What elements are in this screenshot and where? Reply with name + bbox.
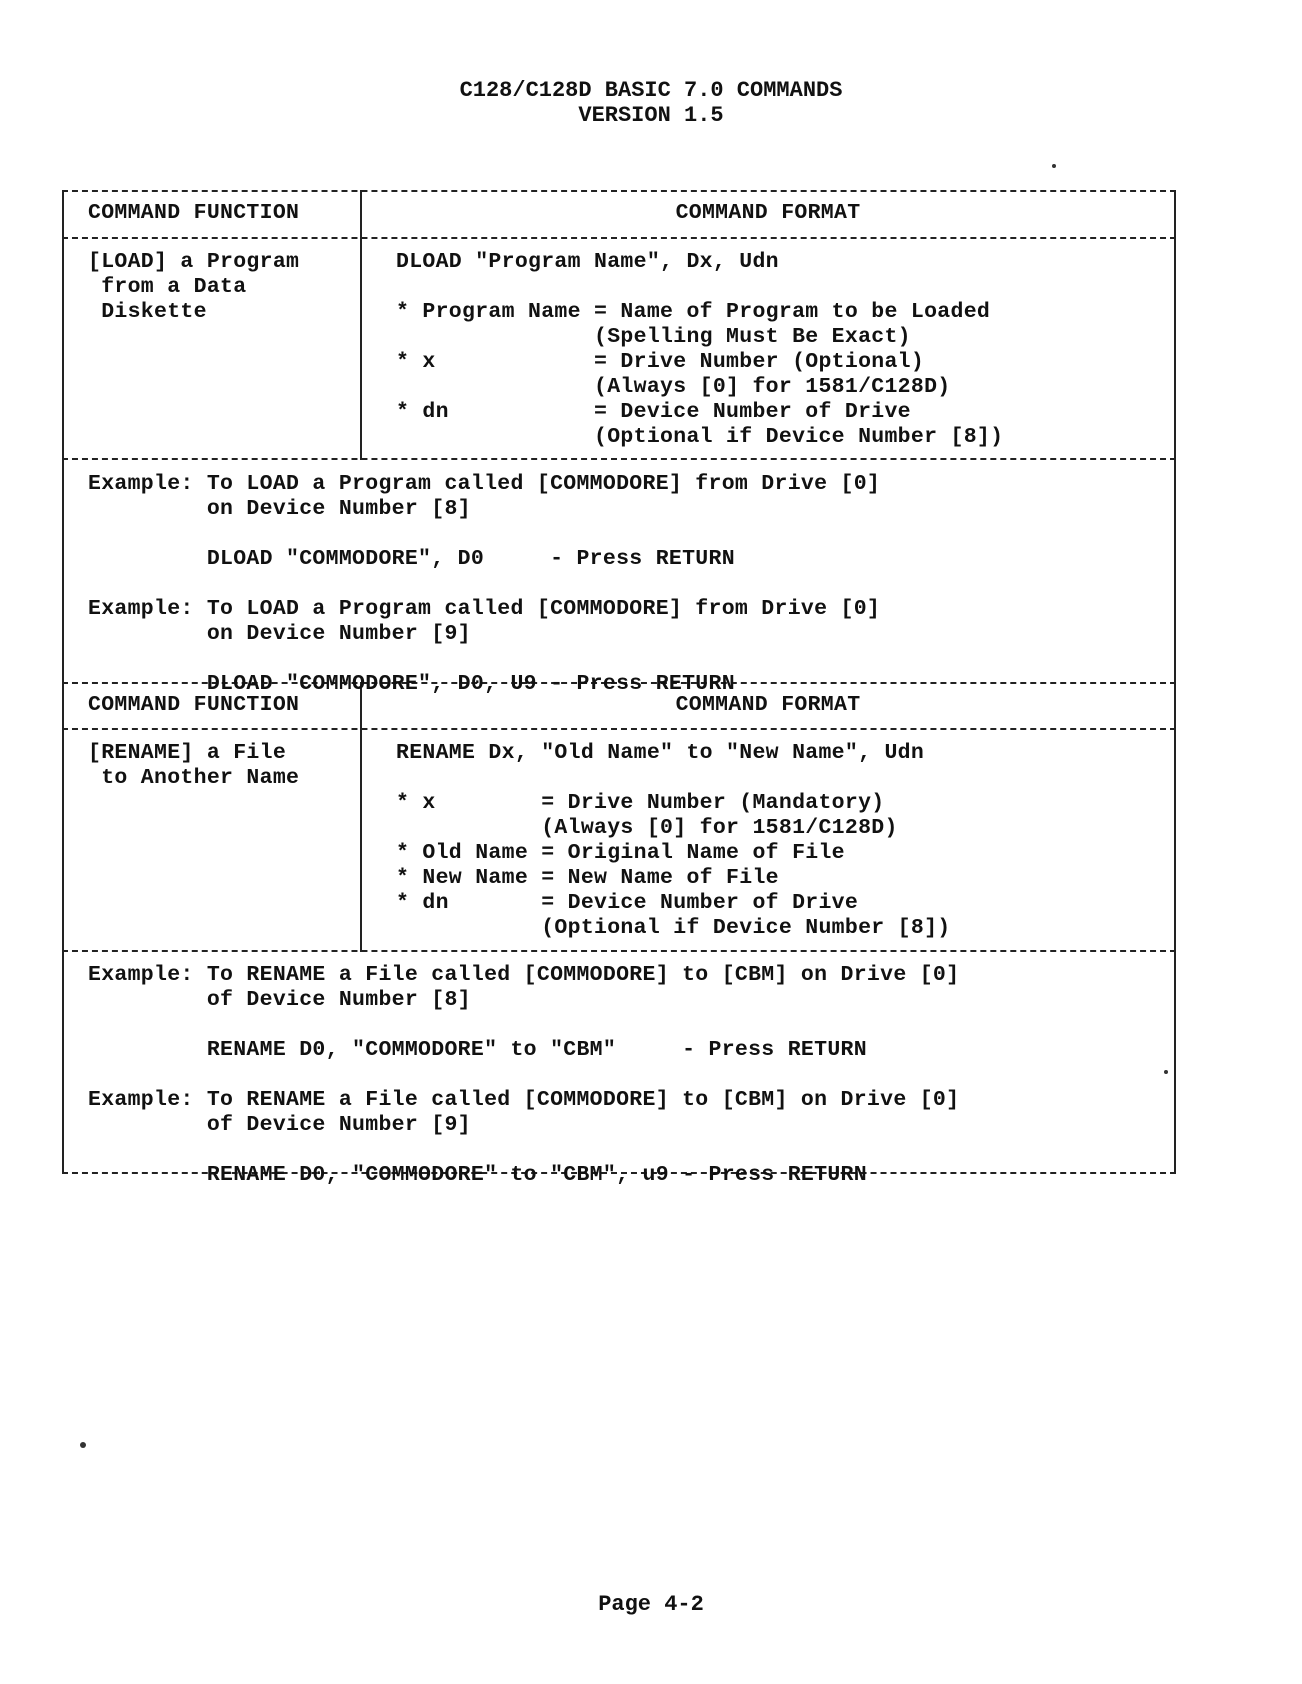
table-border-left bbox=[62, 190, 64, 1174]
column-divider bbox=[360, 682, 362, 952]
document-title-block bbox=[0, 78, 1302, 128]
rename-syntax: RENAME Dx, "Old Name" to "New Name", Udn bbox=[396, 741, 925, 765]
table-border-right bbox=[1174, 190, 1176, 1174]
table-rule bbox=[62, 950, 1176, 952]
table-rule bbox=[62, 458, 1176, 460]
header-format: COMMAND FORMAT bbox=[675, 201, 861, 225]
dload-function: [LOAD] a Program from a Data Diskette bbox=[88, 250, 300, 324]
document-title: C128/C128D BASIC 7.0 COMMANDS bbox=[459, 78, 843, 103]
table-rule bbox=[62, 190, 1176, 192]
scan-speck bbox=[80, 1442, 86, 1448]
rename-parameters: * x = Drive Number (Mandatory) (Always [0] for 1581/C128D) * Old Name = Original Name of File * New Name = New Name of File * dn = Device Number of Drive (Optional if Device Number [8]) bbox=[396, 791, 951, 940]
header-function: COMMAND FUNCTION bbox=[88, 201, 300, 225]
dload-syntax: DLOAD "Program Name", Dx, Udn bbox=[396, 250, 779, 274]
column-divider bbox=[360, 190, 362, 460]
page-number: Page 4-2 bbox=[598, 1592, 704, 1617]
document-version: VERSION 1.5 bbox=[578, 103, 724, 128]
header-function-2: COMMAND FUNCTION bbox=[88, 693, 300, 717]
dload-examples: Example: To LOAD a Program called [COMMODORE] from Drive [0] on Device Number [8] DLOAD "COMMODORE", D0 - Press RETURN Example: To LOAD a Program called [COMMODORE] from Drive [0] on Device Number [9] DLOAD "COMMODORE", D0, U9 - Press RETURN bbox=[88, 472, 881, 696]
table-rule bbox=[62, 237, 1176, 239]
dload-parameters: * Program Name = Name of Program to be Loaded (Spelling Must Be Exact) * x = Drive Number (Optional) (Always [0] for 1581/C128D) * dn = Device Number of Drive (Optional if Device Number [8]) bbox=[396, 300, 1004, 449]
scan-speck bbox=[1164, 1070, 1168, 1074]
rename-function: [RENAME] a File to Another Name bbox=[88, 741, 300, 790]
header-format-2: COMMAND FORMAT bbox=[675, 693, 861, 717]
rename-examples: Example: To RENAME a File called [COMMODORE] to [CBM] on Drive [0] of Device Number [8] RENAME D0, "COMMODORE" to "CBM" - Press RETURN Example: To RENAME a File called [COMMODORE] to [CBM] on Drive [0] of Device Number [9] RENAME D0, "COMMODORE" to "CBM", u9 - Press RETURN bbox=[88, 963, 960, 1187]
table-rule bbox=[62, 728, 1176, 730]
scan-speck bbox=[1052, 164, 1056, 168]
